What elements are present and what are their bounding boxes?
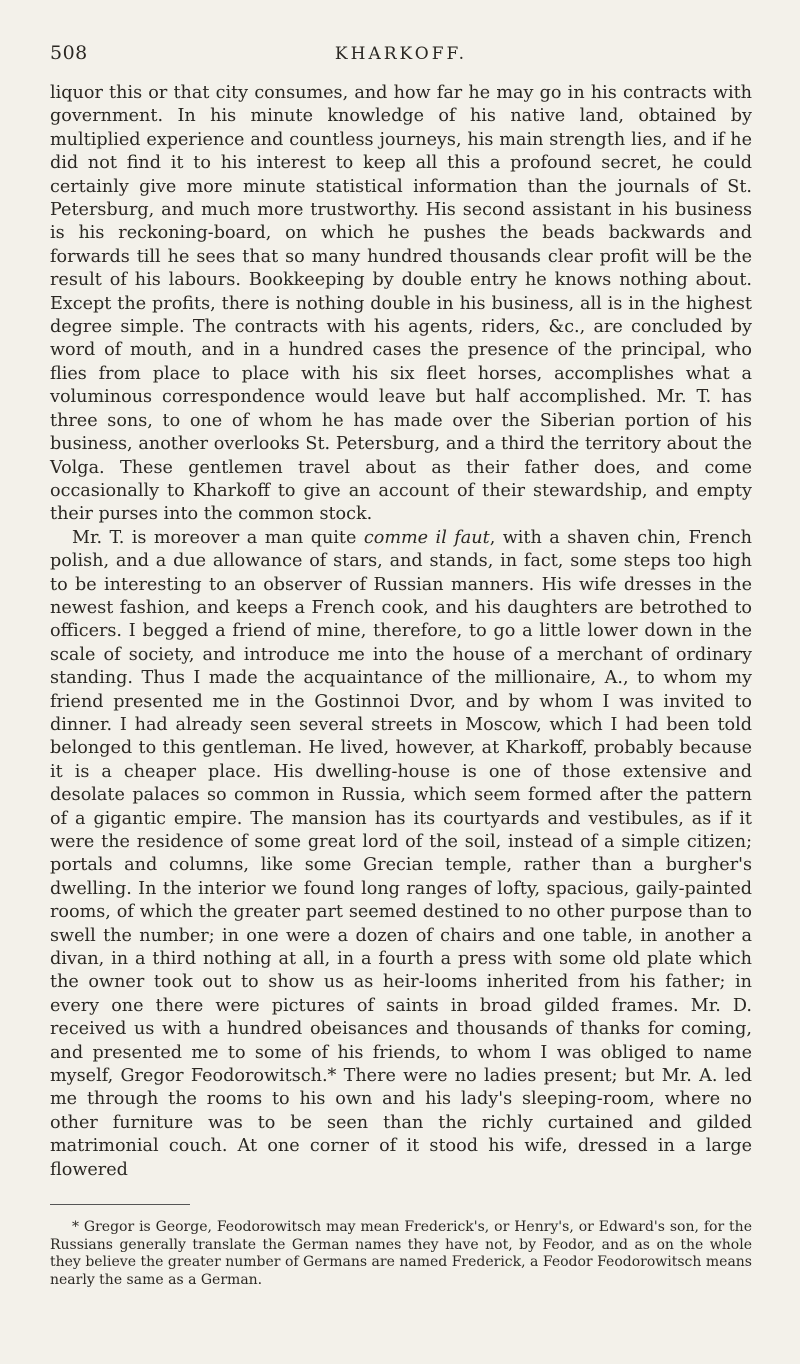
body-text [50,82,752,1182]
paragraph-continued: liquor this or that city consumes, and how far he may go in his contracts with government. In his minute knowledge of his native land, obtained by multiplied experience and countless journeys, his main strength lies, and if he did not find it to his interest to keep all this a profound secret, he could certainly give more minute statistical information than the journals of St. Petersburg, and much more trustworthy. His second assistant in his business is his reckoning-board, on which he pushes the beads backwards and forwards till he sees that so many hundred thousands clear profit will be the result of his labours. Bookkeeping by double entry he knows nothing about. Except the profits, there is nothing double in his business, all is in the highest degree simple. The contracts with his agents, riders, &c., are concluded by word of mouth, and in a hundred cases the presence of the principal, who flies from place to place with his six fleet horses, accomplishes what a voluminous correspondence would leave but half accomplished. Mr. T. has three sons, to one of whom he has made over the Siberian portion of his business, another overlooks St. Petersburg, and a third the territory about the Volga. These gentlemen travel about as their father does, and come occasionally to Kharkoff to give an account of their stewardship, and empty their purses into the common stock. [50,83,752,525]
paragraph-text-start: Mr. T. is moreover a man quite [72,527,364,548]
page-number: 508 [50,42,88,64]
page-header [50,42,752,82]
footnote-divider [50,1204,190,1205]
running-title: KHARKOFF. [334,44,468,64]
italic-phrase: comme il faut [363,527,490,548]
paragraph-mr-t [50,527,752,1182]
paragraph-text-rest: , with a shaven chin, French polish, and a due allowance of stars, and stands, in fact, some steps too high to be interesting to an observer of Russian manners. His wife dresses in the newest fashion, and keeps a French cook, and his daughters are betrothed to officers. I begged a friend of mine, therefore, to go a little lower down in the scale of society, and introduce me into the house of a merchant of ordinary standing. Thus I made the acquaintance of the millionaire, A., to whom my friend presented me in the Gostinnoi Dvor, and by whom I was invited to dinner. I had already seen several streets in Moscow, which I had been told belonged to this gentleman. He lived, however, at Kharkoff, probably because it is a cheaper place. His dwelling-house is one of those extensive and desolate palaces so common in Russia, which seem formed after the pattern of a gigantic empire. The mansion has its courtyards and vestibules, as if it were the residence of some great lord of the soil, instead of a simple citizen; portals and columns, like some Grecian temple, rather than a burgher's dwelling. In the interior we found long ranges of lofty, spacious, gaily-painted rooms, of which the greater part seemed destined to no other purpose than to swell the number; in one were a dozen of chairs and one table, in another a divan, in a third nothing at all, in a fourth a press with some old plate which the owner took out to show us as heir-looms inherited from his father; in every one there were pictures of saints in broad gilded frames. Mr. D. received us with a hundred obeisances and thousands of thanks for coming, and presented me to some of his friends, to whom I was obliged to name myself, Gregor Feodorowitsch.* There were no ladies present; but Mr. A. led me through the rooms to his own and his lady's sleeping-room, where no other furniture was to be seen than the richly curtained and gilded matrimonial couch. At one corner of it stood his wife, dressed in a large flowered [50,527,752,1180]
footnote: * Gregor is George, Feodorowitsch may mean Frederick's, or Henry's, or Edward's son, for the Russians generally translate the German names they have not, by Feodor, and as on the whole they believe the greater number of Germans are named Frederick, a Feodor Feodorowitsch means nearly the same as a German. [50,1219,752,1288]
